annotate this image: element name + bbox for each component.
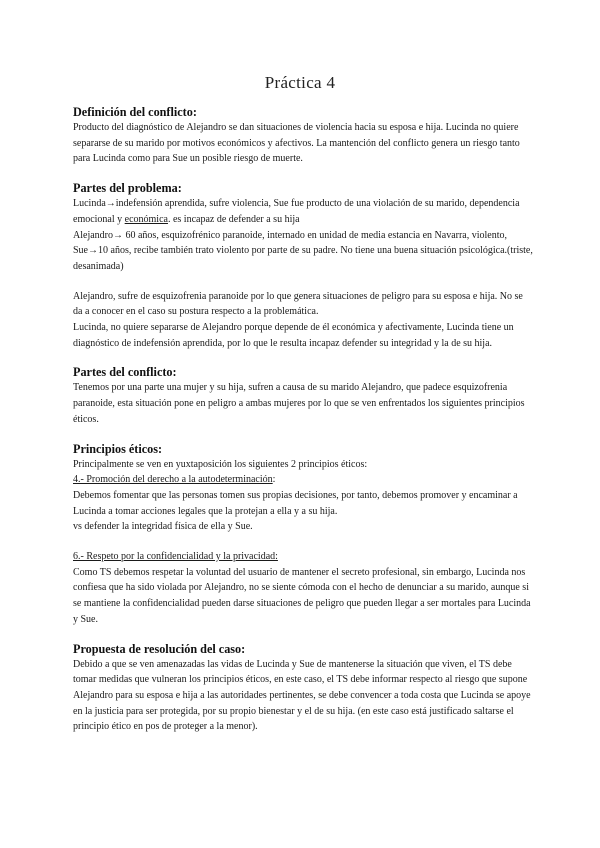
principle-6-title: 6.- Respeto por la confidencialidad y la privacidad:	[73, 551, 278, 563]
section-definicion	[73, 104, 533, 167]
paragraph-alejandro: Alejandro→ 60 años, esquizofrénico paranoide, internado en unidad de media estancia en Navarra, violento,	[73, 229, 508, 241]
principle-4-title	[73, 472, 533, 488]
text-run: Lucinda→indefensión aprendida, sufre violencia, Sue fue producto de una violación de su marido, dependencia emocional y	[73, 198, 520, 225]
paragraph-lucinda	[73, 196, 533, 227]
paragraph: Lucinda, no quiere separarse de Alejandro porque depende de él económica y afectivamente, Lucinda tiene un diagnóstico de indefensión aprendida, por lo que le resulta incapaz defender su integridad y la de su hija.	[73, 322, 514, 349]
paragraph: Como TS debemos respetar la voluntad del usuario de mantener el secreto profesional, sin embargo, Lucinda nos confiesa que ha sido violada por Alejandro, no se siente cómoda con el hecho de denunciar a su marido, aunque si se mantiene la confidencialidad pueden darse situaciones de peligro que pueden llegar a ser mortales para Lucinda y Sue.	[73, 566, 531, 625]
paragraph: Tenemos por una parte una mujer y su hija, sufren a causa de su marido Alejandro, que padece esquizofrenia paranoide, esta situación pone en peligro a ambas mujeres por lo que se ven enfrentados los siguientes principios éticos.	[73, 382, 525, 425]
section-heading: Definición del conflicto:	[73, 105, 197, 119]
paragraph: Debido a que se ven amenazadas las vidas de Lucinda y Sue de mantenerse la situación que viven, el TS debe tomar medidas que vulneran los principios éticos, en este caso, el TS debe informar respecto al riesgo que supone Alejandro para su esposa e hija a las autoridades pertinentes, se debe convencer a toda costa que Lucinda se apoye en la justicia para ser protegida, por su propio bienestar y el de su hija. (en este caso está justificado saltarse el principio ético en pos de proteger a la menor).	[73, 658, 531, 733]
underlined-word: económica	[124, 213, 168, 225]
paragraph-sue: Sue→10 años, recibe también trato violento por parte de su padre. No tiene una buena situación psicológica.(triste, desanimada)	[73, 245, 533, 272]
section-heading: Partes del conflicto:	[73, 365, 177, 380]
underlined-title: 4.- Promoción del derecho a la autodeterminación	[73, 474, 273, 486]
text-run: . es incapaz de defender a su hija	[167, 213, 300, 225]
page-title: Práctica 4	[264, 73, 336, 92]
section-partes-problema	[73, 180, 533, 351]
paragraph: Debemos fomentar que las personas tomen sus propias decisiones, por tanto, debemos promover y encaminar a Lucinda a tomar acciones legales que la protejan a ella y a su hija.	[73, 489, 518, 517]
section-propuesta	[73, 641, 533, 736]
document-body	[73, 104, 533, 735]
text-run: :	[272, 474, 276, 486]
section-heading: Partes del problema:	[73, 181, 182, 196]
section-heading: Principios éticos:	[73, 441, 163, 456]
section-partes-conflicto	[73, 364, 533, 427]
paragraph: Principalmente se ven en yuxtaposición los siguientes 2 principios éticos:	[73, 458, 368, 470]
paragraph: Producto del diagnóstico de Alejandro se dan situaciones de violencia hacia su esposa e hija. Lucinda no quiere separarse de su marido por motivos económicos y afectivos. La mantención del conflicto genera un riesgo tanto para Lucinda como para Sue un posible riesgo de muerte.	[73, 122, 520, 165]
section-principios	[73, 441, 533, 628]
paragraph: vs defender la integridad física de ella y Sue.	[73, 521, 253, 533]
paragraph: Alejandro, sufre de esquizofrenia paranoide por lo que genera situaciones de peligro para su esposa e hija. No se da a conocer en el caso su postura respecto a la problemática.	[73, 290, 523, 318]
section-heading: Propuesta de resolución del caso:	[73, 641, 246, 656]
